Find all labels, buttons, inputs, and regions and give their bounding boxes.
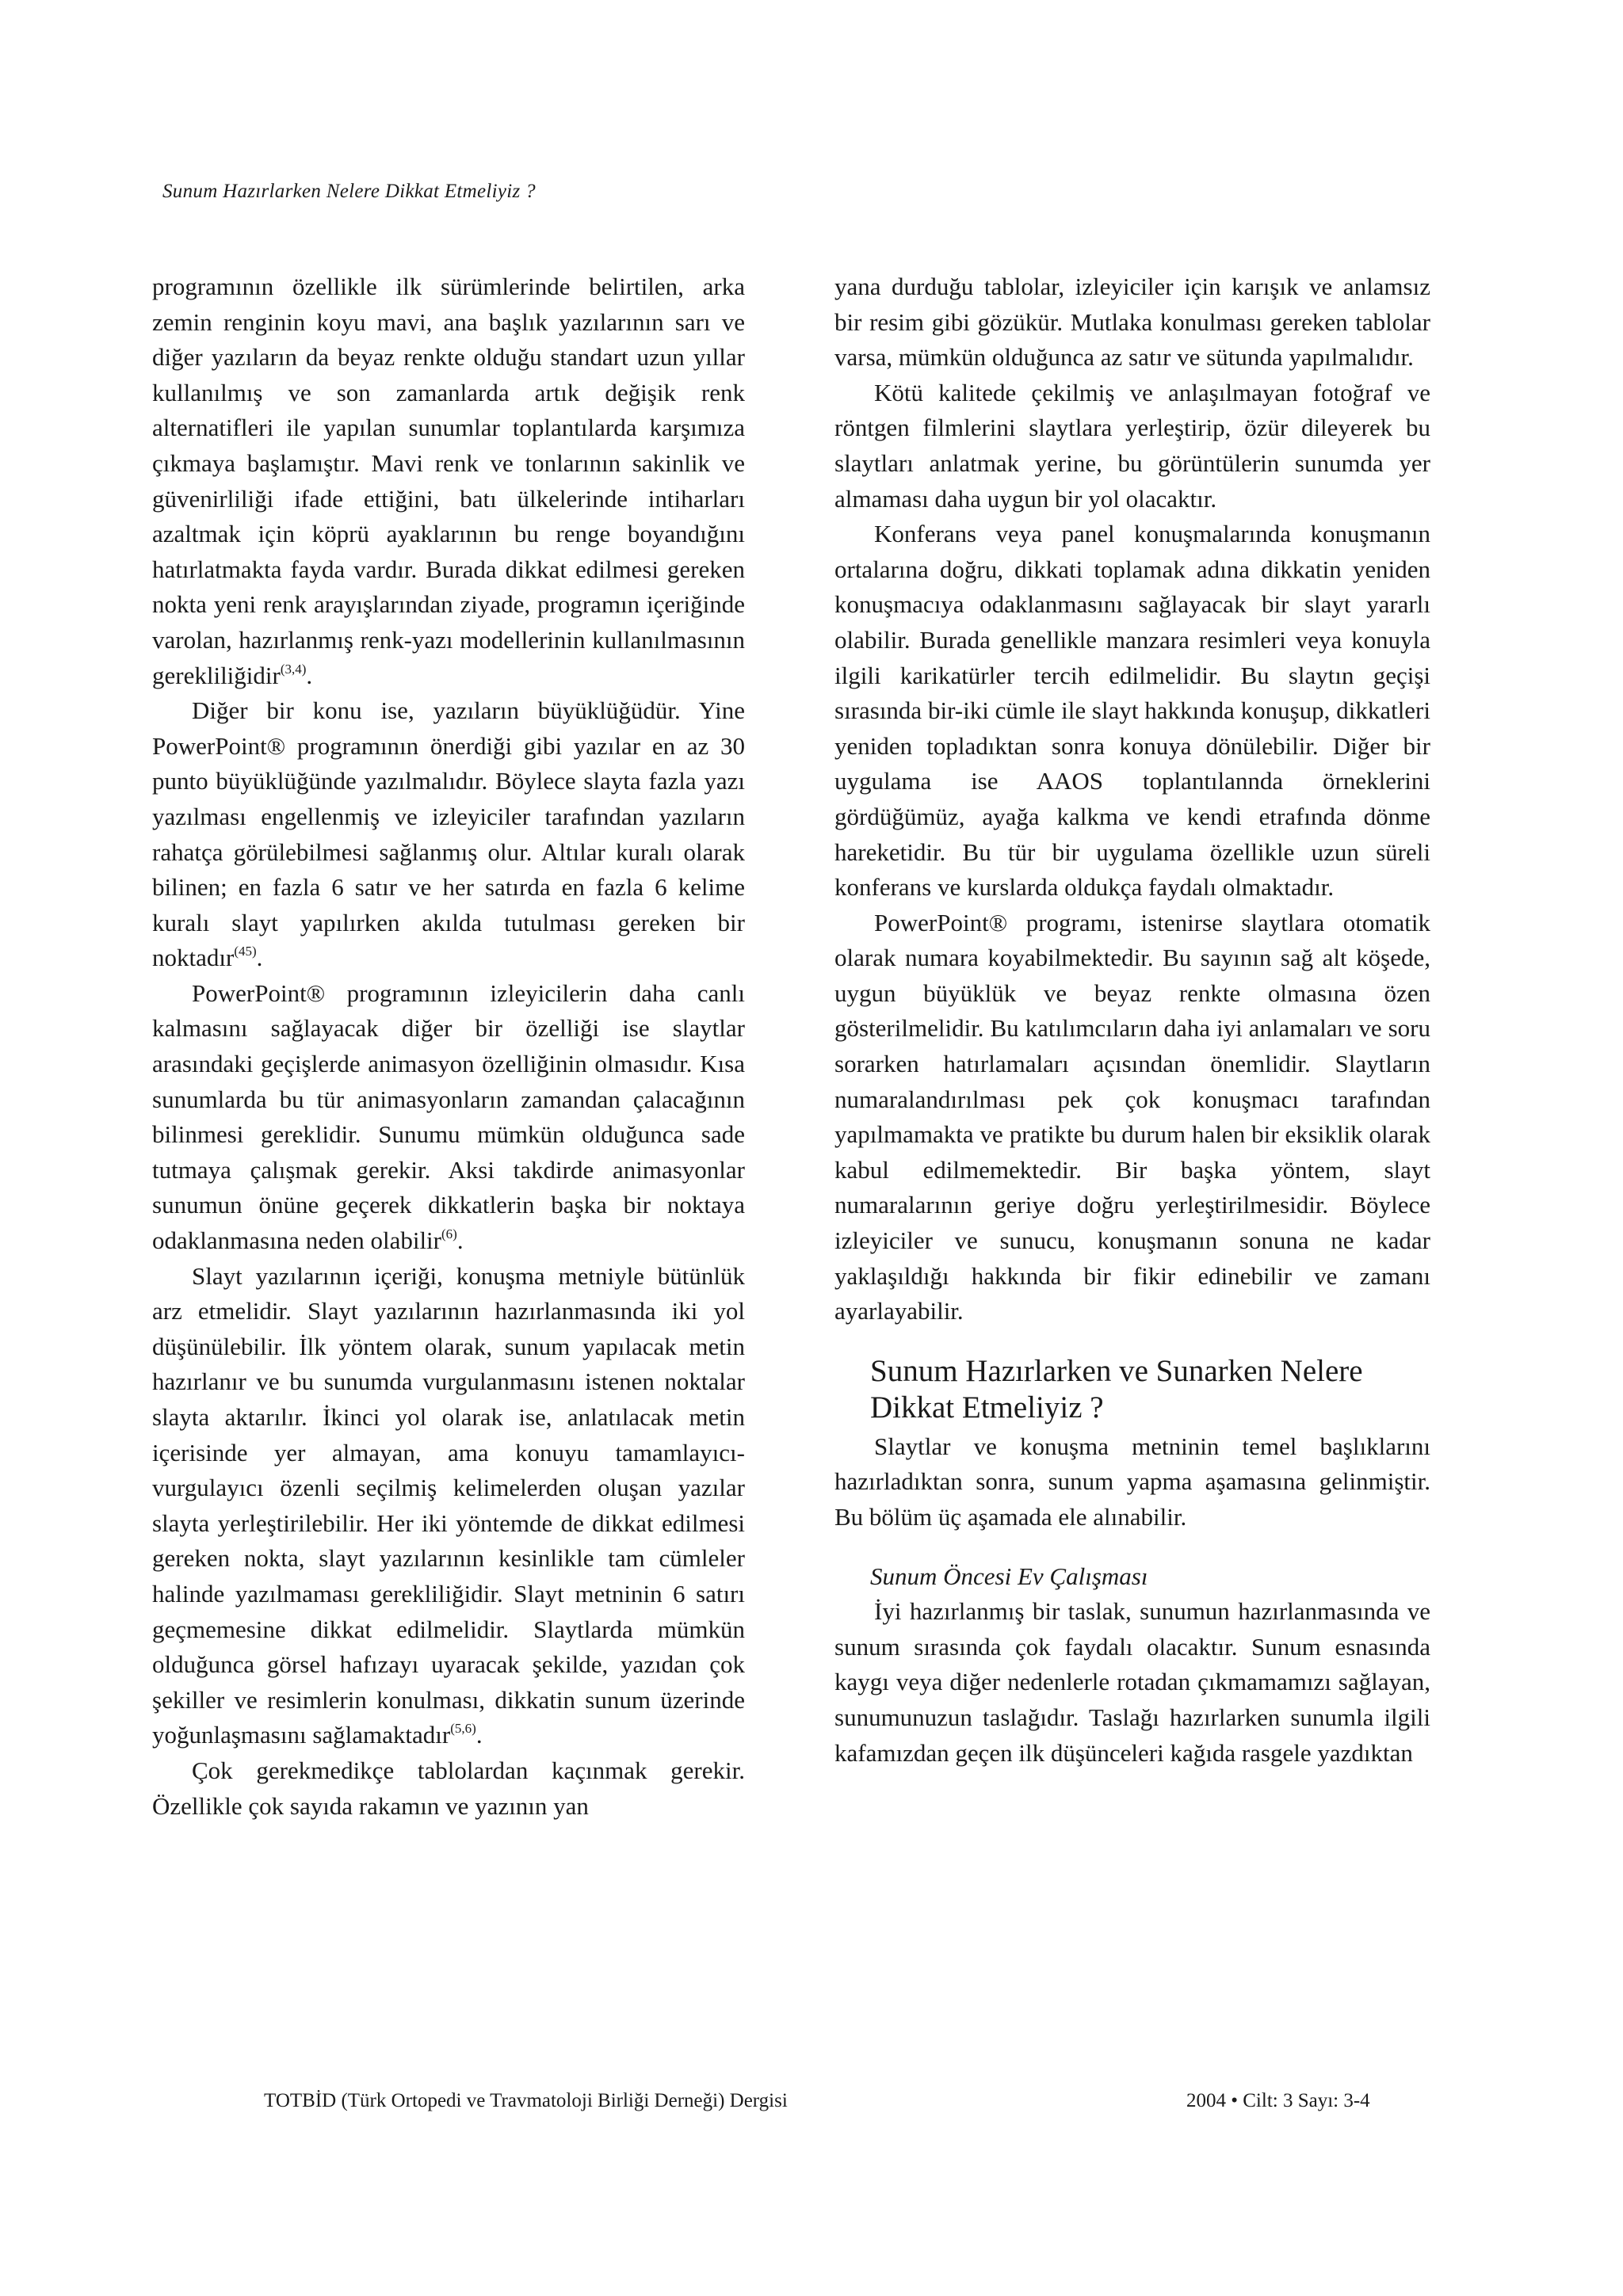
citation-ref: (6) <box>441 1226 457 1242</box>
citation-ref: (45) <box>234 944 257 959</box>
body-paragraph <box>152 693 745 976</box>
body-paragraph <box>152 1753 745 1824</box>
body-paragraph <box>152 269 745 693</box>
section-heading-line: Sunum Hazırlarken ve Sunarken Nelere <box>870 1353 1363 1388</box>
body-paragraph: İyi hazırlanmış bir taslak, sunumun hazırlanmasında ve sunum sırasında çok faydalı olacaktır. Sunum esnasında kaygı veya diğer nedenlerle rotadan çıkmamamızı sağlayan, sunumunuzun taslağıdır. Taslağı hazırlarken sunumla ilgili kafamızdan geçen ilk düşünceleri kağıda rasgele yazdıktan <box>834 1597 1430 1767</box>
body-paragraph: yana durduğu tablolar, izleyiciler için karışık ve anlamsız bir resim gibi gözükür. Mutlaka konulması gereken tablolar varsa, mümkün olduğunca az satır ve sütunda yapılmalıdır. <box>834 273 1430 372</box>
paragraph-text: programının özellikle ilk sürümlerinde belirtilen, arka zemin renginin koyu mavi, ana başlık yazılarının sarı ve diğer yazıların da beyaz renkte olduğu standart uzun yıllar kullanılmış ve son zamanlarda artık değişik renk alternatifleri ile yapılan sunumlar toplantılarda karşımıza çıkmaya başlamıştır. Mavi renk ve tonlarının sakinlik ve güvenirliliği ifade ettiğini, batı ülkelerinde intiharları azaltmak için köprü ayaklarının bu renge boyandığını hatırlatmakta fayda vardır. Burada dikkat edilmesi gereken nokta yeni renk arayışlarından ziyade, programın içeriğinde varolan, hazırlanmış renk-yazı modellerinin kullanılmasının gerekliliğidir <box>152 273 745 689</box>
punctuation: . <box>256 944 263 972</box>
subsection-heading: Sunum Öncesi Ev Çalışması <box>870 1562 1148 1590</box>
section-heading-line: Dikkat Etmeliyiz ? <box>870 1390 1104 1425</box>
paragraph-text: Diğer bir konu ise, yazıların büyüklüğüdür. Yine PowerPoint® programının önerdiği gibi yazılar en az 30 punto büyüklüğünde yazılmalıdır. Böylece slayta fazla yazı yazılması engellenmiş ve izleyiciler tarafından yazıların rahatça görülebilmesi sağlanmış olur. Altılar kuralı olarak bilinen; en fazla 6 satır ve her satırda en fazla 6 kelime kuralı slayt yapılırken akılda tutulması gereken bir noktadır <box>152 696 745 972</box>
footer-journal-name: TOTBİD (Türk Ortopedi ve Travmatoloji Birliği Derneği) Dergisi <box>264 2090 788 2111</box>
paragraph-text: Çok gerekmedikçe tablolardan kaçınmak gerekir. Özellikle çok sayıda rakamın ve yazının yan <box>152 1756 745 1820</box>
left-column <box>152 269 745 1824</box>
punctuation: . <box>456 1226 464 1255</box>
punctuation: . <box>475 1721 483 1749</box>
punctuation: . <box>306 661 313 689</box>
body-paragraph: Slaytlar ve konuşma metninin temel başlıklarını hazırladıktan sonra, sunum yapma aşamasına gelinmiştir. Bu bölüm üç aşamada ele alınabilir. <box>834 1432 1430 1531</box>
citation-ref: (5,6) <box>450 1721 476 1737</box>
running-header: Sunum Hazırlarken Nelere Dikkat Etmeliyiz ? <box>162 181 536 202</box>
footer-issue-info: 2004 • Cilt: 3 Sayı: 3-4 <box>1186 2090 1370 2111</box>
body-paragraph: PowerPoint® programı, istenirse slaytlara otomatik olarak numara koyabilmektedir. Bu sayının sağ alt köşede, uygun büyüklük ve beyaz renkte olmasına özen gösterilmelidir. Bu katılımcıların daha iyi anlamaları ve soru sorarken hatırlamaları açısından önemlidir. Slaytların numaralandırılması pek çok konuşmacı tarafından yapılmamakta ve pratikte bu durum halen bir eksiklik olarak kabul edilmemektedir. Bir başka yöntem, slayt numaralarının geriye doğru yerleştirilmesidir. Böylece izleyiciler ve sunucu, konuşmanın sonuna ne kadar yaklaşıldığı hakkında bir fikir edinebilir ve zamanı ayarlayabilir. <box>834 908 1430 1325</box>
paragraph-text: Slayt yazılarının içeriği, konuşma metniyle bütünlük arz etmelidir. Slayt yazılarının hazırlanmasında iki yol düşünülebilir. İlk yöntem olarak, sunum yapılacak metin hazırlanır ve bu sunumda vurgulanmasını istenen noktalar slayta aktarılır. İkinci yol olarak ise, anlatılacak metin içerisinde yer almayan, ama konuyu tamamlayıcı-vurgulayıcı özenli seçilmiş kelimelerden oluşan yazılar slayta yerleştirilebilir. Her iki yöntemde de dikkat edilmesi gereken nokta, slayt yazılarının kesinlikle tam cümleler halinde yazılmaması gerekliliğidir. Slayt metninin 6 satırı geçmemesine dikkat edilmelidir. Slaytlarda mümkün olduğunca görsel hafızayı uyaracak şekilde, yazıdan çok şekiller ve resimlerin konulması, dikkatin sunum üzerinde yoğunlaşmasını sağlamaktadır <box>152 1261 745 1749</box>
section-heading <box>870 1353 1430 1426</box>
body-paragraph <box>152 1259 745 1753</box>
body-paragraph <box>152 976 745 1259</box>
body-paragraph: Kötü kalitede çekilmiş ve anlaşılmayan fotoğraf ve röntgen filmlerini slaytlara yerleştirip, özür dileyerek bu slaytları anlatmak yerine, bu görüntülerin sunumda yer almaması daha uygun bir yol olacaktır. <box>834 378 1430 513</box>
citation-ref: (3,4) <box>280 661 307 677</box>
right-column <box>834 269 1430 1771</box>
paragraph-text: PowerPoint® programının izleyicilerin daha canlı kalmasını sağlayacak diğer bir özelliği ise slaytlar arasındaki geçişlerde animasyon özelliğinin olmasıdır. Kısa sunumlarda bu tür animasyonların zamandan çalacağının bilinmesi gereklidir. Sunumu mümkün olduğunca sade tutmaya çalışmak gerekir. Aksi takdirde animasyonlar sunumun önüne geçerek dikkatlerin başka bir noktaya odaklanmasına neden olabilir <box>152 978 745 1255</box>
body-paragraph: Konferans veya panel konuşmalarında konuşmanın ortalarına doğru, dikkati toplamak adına dikkatin yeniden konuşmacıya odaklanmasını sağlayacak bir slayt yararlı olabilir. Burada genellikle manzara resimleri veya konuyla ilgili karikatürler tercih edilmelidir. Bu slaytın geçişi sırasında bir-iki cümle ile slayt hakkında konuşup, dikkatleri yeniden topladıktan sonra konuya dönülebilir. Diğer bir uygulama ise AAOS toplantılannda örneklerini gördüğümüz, ayağa kalkma ve kendi etrafında dönme hareketidir. Bu tür bir uygulama özellikle uzun süreli konferans ve kurslarda oldukça faydalı olmaktadır. <box>834 520 1430 902</box>
